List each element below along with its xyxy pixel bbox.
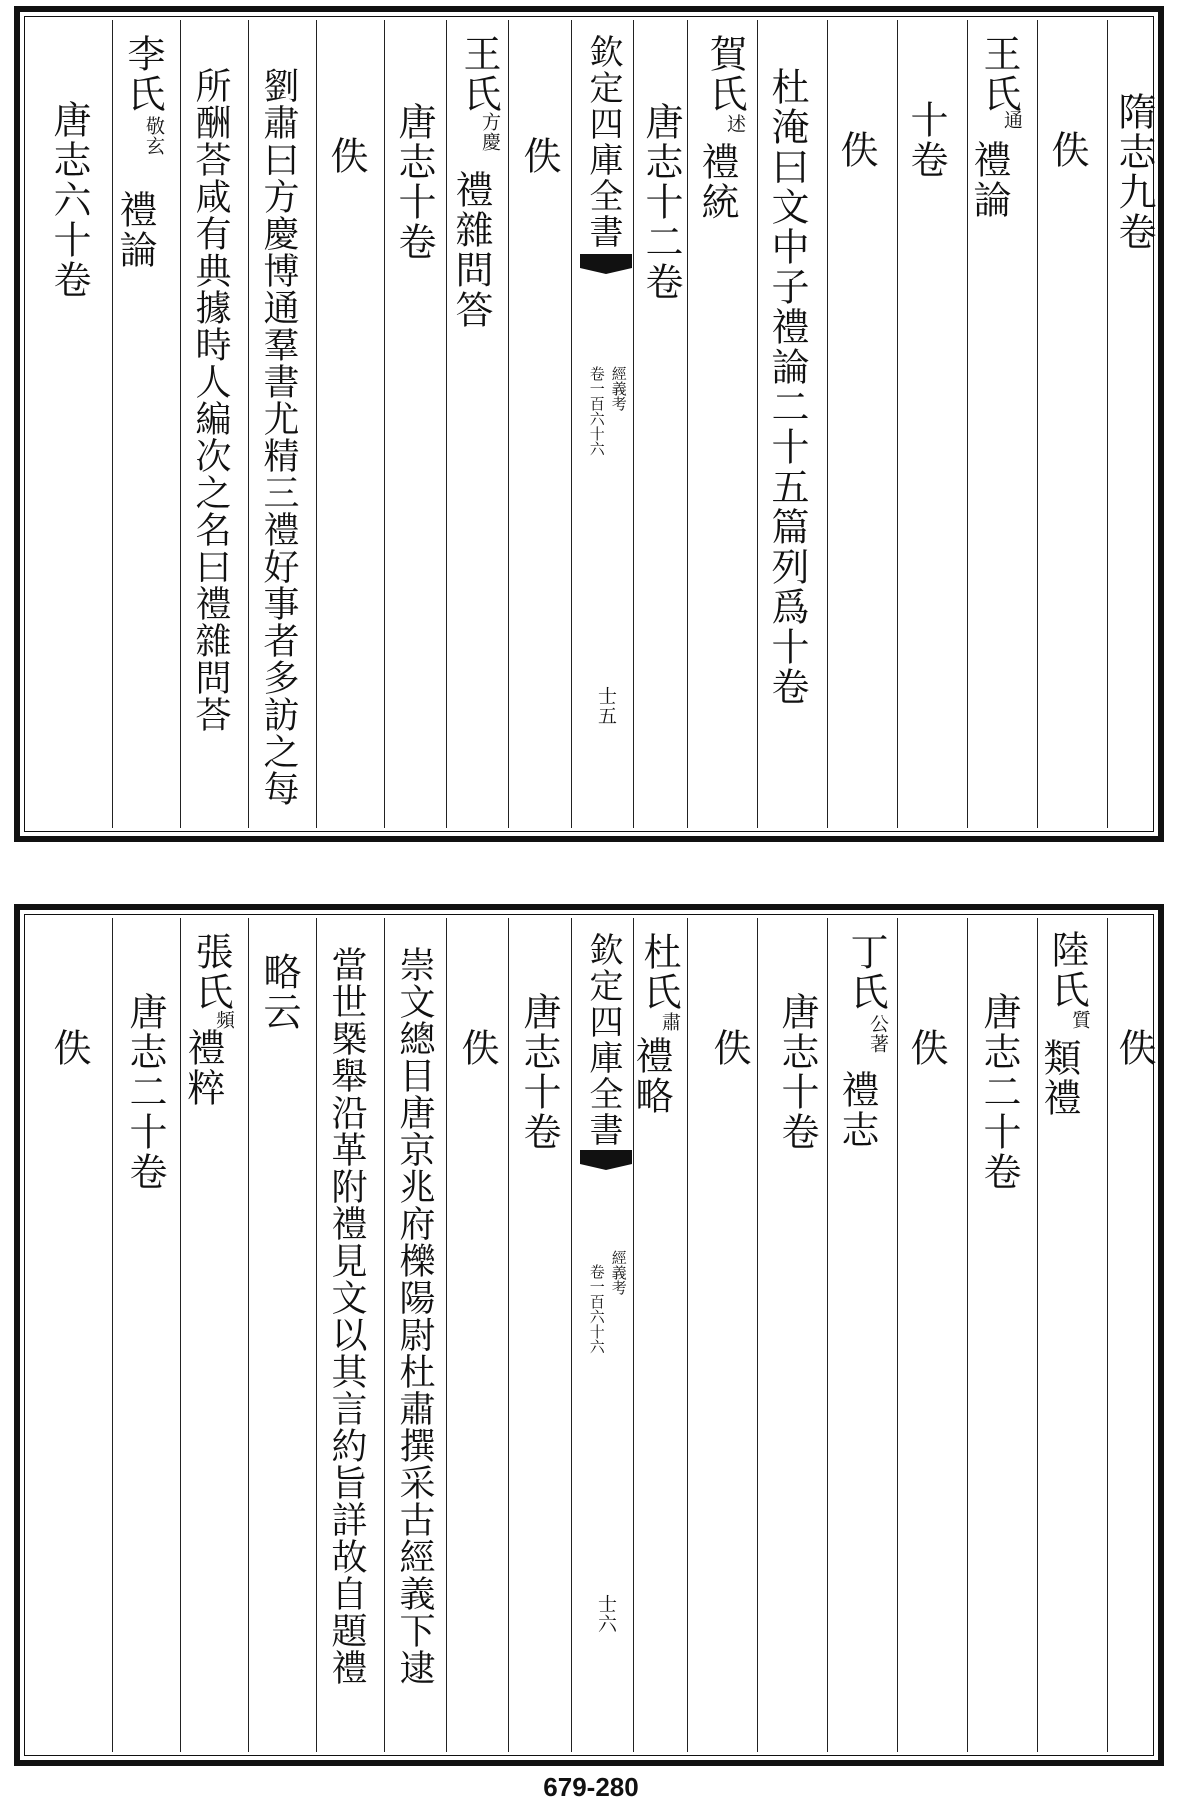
column-rule — [827, 20, 828, 828]
text-column: 唐志二十卷 — [123, 992, 167, 1192]
book-title: 禮粹 — [181, 1028, 225, 1108]
column-rule — [757, 918, 758, 1752]
fish-tail-icon — [580, 254, 632, 274]
text-column: 唐志十卷 — [517, 992, 561, 1152]
text-column: 十卷 — [904, 100, 948, 180]
center-title: 欽定四庫全書 — [583, 932, 623, 1148]
author-note: 肅 — [659, 1012, 681, 1032]
author-name: 丁氏 — [844, 932, 888, 1012]
column-rule — [112, 20, 113, 828]
text-column: 佚 — [324, 136, 368, 176]
column-rule — [316, 918, 317, 1752]
commentary-column: 杜淹曰文中子禮論二十五篇列爲十卷 — [765, 67, 809, 707]
author-name: 陸氏 — [1045, 930, 1089, 1010]
author-note: 質 — [1069, 1010, 1091, 1030]
author-note: 敬玄 — [143, 116, 165, 156]
column-rule — [446, 918, 447, 1752]
author-name: 賀氏 — [703, 34, 747, 114]
text-column: 唐志六十卷 — [47, 100, 91, 300]
text-column: 唐志十卷 — [775, 992, 819, 1152]
text-column: 佚 — [834, 130, 878, 170]
fish-tail-icon — [580, 1150, 632, 1170]
column-rule — [687, 918, 688, 1752]
text-column: 略云 — [257, 952, 301, 1032]
book-title: 禮論 — [113, 190, 157, 270]
commentary-column: 當世槩舉沿革附禮見文以其言約旨詳故自題禮 — [326, 946, 367, 1686]
page-number: 679-280 — [543, 1772, 639, 1802]
author-note: 公著 — [867, 1014, 889, 1054]
column-rule — [687, 20, 688, 828]
center-volume: 卷一百六十六 — [587, 1264, 606, 1354]
author-name: 王氏 — [977, 34, 1021, 114]
center-band — [580, 918, 632, 1752]
column-rule — [316, 20, 317, 828]
column-rule — [571, 20, 572, 828]
top-page — [14, 6, 1164, 842]
author-note: 通 — [1001, 110, 1023, 130]
book-title: 禮論 — [967, 140, 1011, 220]
text-column: 佚 — [47, 1028, 91, 1068]
author-note: 述 — [724, 114, 746, 134]
text-column: 唐志二十卷 — [977, 992, 1021, 1192]
commentary-column: 所酬荅咸有典據時人編次之名曰禮雜問荅 — [190, 67, 231, 733]
column-rule — [897, 20, 898, 828]
column-rule — [508, 20, 509, 828]
column-rule — [1037, 20, 1038, 828]
book-title: 禮雜問答 — [449, 170, 493, 330]
column-rule — [248, 20, 249, 828]
commentary-column: 劉肅曰方慶博通羣書尤精三禮好事者多訪之每 — [258, 67, 299, 807]
column-rule — [508, 918, 509, 1752]
center-book-title: 經義考 — [609, 366, 628, 411]
column-rule — [384, 918, 385, 1752]
column-rule — [1107, 20, 1108, 828]
text-column: 佚 — [1045, 130, 1089, 170]
commentary-column: 崇文總目唐京兆府櫟陽尉杜肅撰采古經義下逮 — [394, 946, 435, 1686]
column-rule — [571, 918, 572, 1752]
text-column: 唐志十卷 — [392, 102, 436, 262]
column-rule — [757, 20, 758, 828]
column-rule — [633, 20, 634, 828]
column-rule — [112, 918, 113, 1752]
book-title: 禮統 — [695, 142, 739, 222]
column-rule — [446, 20, 447, 828]
column-rule — [967, 918, 968, 1752]
author-name: 王氏 — [457, 34, 501, 114]
column-rule — [827, 918, 828, 1752]
text-column: 隋志九卷 — [1112, 92, 1156, 252]
author-name: 李氏 — [121, 34, 165, 114]
author-name: 杜氏 — [637, 932, 681, 1012]
text-column: 唐志十二卷 — [639, 102, 683, 302]
author-name: 張氏 — [189, 932, 233, 1012]
text-column: 佚 — [904, 1028, 948, 1068]
column-rule — [248, 918, 249, 1752]
book-title: 禮志 — [835, 1070, 879, 1150]
text-column: 佚 — [517, 136, 561, 176]
center-band — [580, 20, 632, 828]
column-rule — [180, 20, 181, 828]
center-book-title: 經義考 — [609, 1250, 628, 1295]
column-rule — [1107, 918, 1108, 1752]
leaf-number: 士五 — [595, 686, 617, 726]
book-title: 禮略 — [629, 1036, 673, 1116]
column-rule — [897, 918, 898, 1752]
text-column: 佚 — [455, 1028, 499, 1068]
book-title: 類禮 — [1037, 1038, 1081, 1118]
center-volume: 卷一百六十六 — [587, 366, 606, 456]
column-rule — [384, 20, 385, 828]
text-column: 佚 — [707, 1028, 751, 1068]
leaf-number: 士六 — [595, 1594, 617, 1634]
author-note: 頻 — [213, 1010, 235, 1030]
author-note: 方慶 — [479, 112, 501, 152]
bottom-page — [14, 904, 1164, 1766]
text-column: 佚 — [1112, 1028, 1156, 1068]
center-title: 欽定四庫全書 — [583, 34, 623, 250]
